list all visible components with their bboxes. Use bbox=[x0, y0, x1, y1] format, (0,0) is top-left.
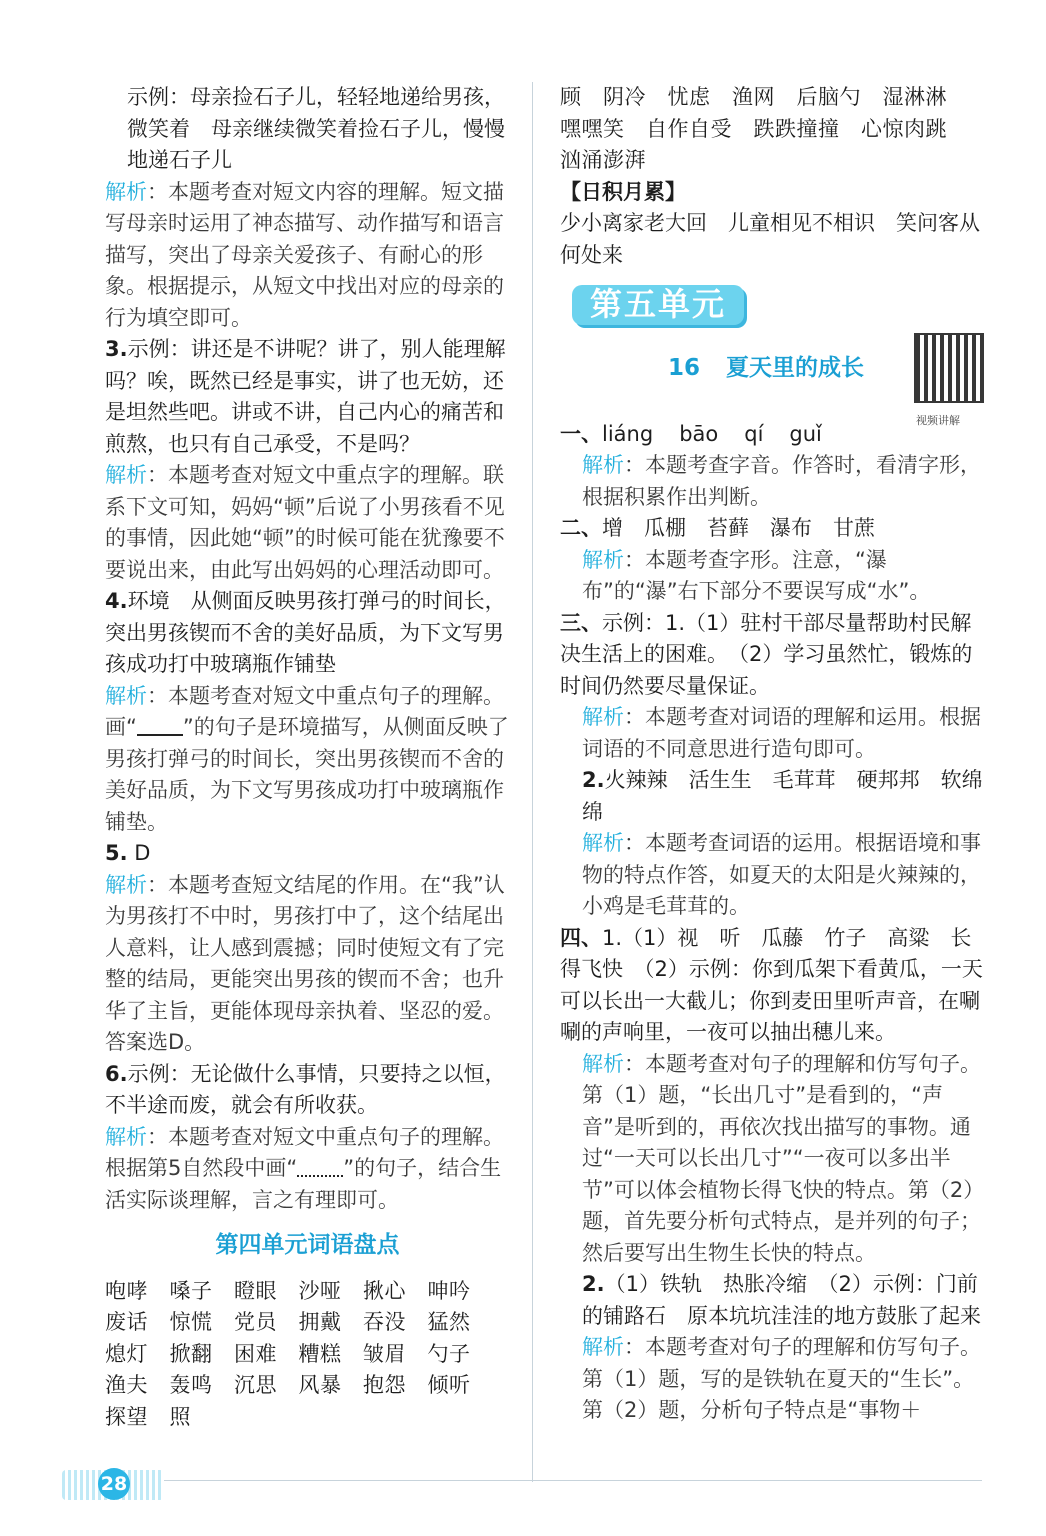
underline-mark bbox=[137, 716, 183, 736]
footer-line bbox=[62, 1480, 982, 1481]
analysis-paragraph: 解析：本题考查对词语的理解和运用。根据词语的不同意思进行造句即可。 bbox=[582, 705, 981, 761]
question-3: 3.示例：讲还是不讲呢？讲了，别人能理解吗？唉，既然已经是事实，讲了也无妨，还是坦然些吧。讲或不讲，自己内心的痛苦和煎熬，也只有自己承受，不是吗？ bbox=[105, 337, 506, 456]
question-4: 4.环境 从侧面反映男孩打弹弓的时间长，突出男孩锲而不舍的美好品质，为下文写男孩成功打中玻璃瓶作铺垫 bbox=[105, 589, 506, 676]
unit5-banner: 第五单元 bbox=[572, 285, 744, 325]
pinyin-answers: liáng bāo qí guǐ bbox=[602, 421, 822, 446]
analysis-paragraph: 解析：本题考查字形。注意，“瀑布”的“瀑”右下部分不要误写成“水”。 bbox=[582, 547, 931, 603]
qr-caption: 视频讲解 bbox=[916, 413, 960, 427]
analysis-paragraph: 解析：本题考查对短文中重点字的理解。联系下文可知，妈妈“顿”后说了小男孩看不见的事情，因此她“顿”的时候可能在犹豫要不要说出来，由此写出妈妈的心理活动即可。 bbox=[105, 463, 505, 582]
answer-paragraph: 示例：母亲捡石子儿，轻轻地递给男孩，微笑着 母亲继续微笑着捡石子儿，慢慢地递石子儿 bbox=[127, 85, 505, 172]
column-divider bbox=[532, 82, 533, 1482]
riji-content: 少小离家老大回 儿童相见不相识 笑问客从何处来 bbox=[560, 211, 980, 267]
unit4-vocab-title: 第四单元词语盘点 bbox=[215, 1232, 400, 1258]
analysis-paragraph: 解析：本题考查短文结尾的作用。在“我”认为男孩打不中时，男孩打中了，这个结尾出人意料，让人感到震撼；同时使短文有了完整的结局，更能突出男孩的锲而不舍；也升华了主旨，更能体现母亲执着、坚忍的爱。答案选D。 bbox=[105, 872, 505, 1054]
section-2: 二、增 瓜棚 苔藓 瀑布 甘蔗 bbox=[560, 516, 875, 540]
analysis-paragraph: 解析：本题考查对句子的理解和仿写句子。第（1）题，写的是铁轨在夏天的“生长”。第（2）题，分析句子特点是“事物＋ bbox=[582, 1335, 981, 1422]
question-6: 6.示例：无论做什么事情，只要持之以恒，不半途而废，就会有所收获。 bbox=[105, 1061, 506, 1117]
right-column bbox=[560, 82, 985, 1427]
section-3: 三、示例：1.（1）驻村干部尽量帮助村民解决生活上的困难。 （2）学习虽然忙，锻炼的时间仍然要尽量保证。 bbox=[560, 610, 973, 698]
analysis-paragraph: 解析：本题考查字音。作答时，看清字形，根据积累作出判断。 bbox=[582, 453, 981, 509]
vocab-list-continued: 顾 阴冷 忧虑 渔网 后脑勺 湿淋淋 嘿嘿笑 自作自受 跌跌撞撞 心惊肉跳 汹涌澎湃 bbox=[560, 85, 969, 172]
page-number: 28 bbox=[98, 1468, 130, 1500]
section-4: 四、1.（1）视 听 瓜藤 竹子 高粱 长得飞快 （2）示例：你到瓜架下看黄瓜，一天可以长出一大截儿；你到麦田里听声音，在唰唰的声响里，一夜可以抽出穗儿来。 bbox=[560, 925, 983, 1044]
question-5: 5. D bbox=[105, 841, 151, 865]
lesson-title: 16 夏天里的成长 bbox=[668, 354, 865, 381]
analysis-paragraph: 解析：本题考查对句子的理解和仿写句子。第（1）题，“长出几寸”是看到的，“声音”是听到的，再依次找出描写的事物。通过“一天可以长出几寸”“一夜可以多出半节”可以体会植物长得飞快的特点。第（2）题，首先要分析句式特点，是并列的句子；然后要写出生物生长快的特点。 bbox=[582, 1051, 985, 1265]
section-1: 一、liáng bāo qí guǐ bbox=[560, 419, 985, 451]
section-4-question-2: 2.（1）铁轨 热胀冷缩 （2）示例：门前的铺路石 原本坑坑洼洼的地方鼓胀了起来 bbox=[582, 1272, 981, 1328]
left-column bbox=[105, 82, 510, 1433]
unit4-vocab-list: 咆哮 嗓子 瞪眼 沙哑 揪心 呻吟 废话 惊慌 党员 拥戴 吞没 猛然 熄灯 掀翻 困难 糟糕 皱眉 勺子 渔夫 轰鸣 沉思 风暴 抱怨 倾听 探望 照 bbox=[105, 1278, 492, 1429]
lesson-header bbox=[560, 333, 985, 427]
wavy-underline-mark bbox=[297, 1157, 343, 1177]
riji-title: 【日积月累】 bbox=[560, 179, 686, 204]
qr-code-icon[interactable] bbox=[914, 333, 984, 403]
section-3-question-2: 2.火辣辣 活生生 毛茸茸 硬邦邦 软绵绵 bbox=[582, 768, 983, 824]
analysis-paragraph: 解析：本题考查对短文内容的理解。短文描写母亲时运用了神态描写、动作描写和语言描写，突出了母亲关爱孩子、有耐心的形象。根据提示，从短文中找出对应的母亲的行为填空即可。 bbox=[105, 179, 504, 330]
analysis-paragraph: 解析：本题考查对短文中重点句子的理解。根据第5自然段中画“ ”的句子，结合生活实际谈理解，言之有理即可。 bbox=[105, 1124, 504, 1212]
analysis-label: 解析 bbox=[105, 179, 147, 204]
analysis-paragraph: 解析：本题考查对短文中重点句子的理解。画“ ”的句子是环境描写，从侧面反映了男孩打弹弓的时间长，突出男孩锲而不舍的美好品质，为下文写男孩成功打中玻璃瓶作铺垫。 bbox=[105, 683, 509, 834]
analysis-paragraph: 解析：本题考查词语的运用。根据语境和事物的特点作答，如夏天的太阳是火辣辣的，小鸡是毛茸茸的。 bbox=[582, 831, 981, 918]
